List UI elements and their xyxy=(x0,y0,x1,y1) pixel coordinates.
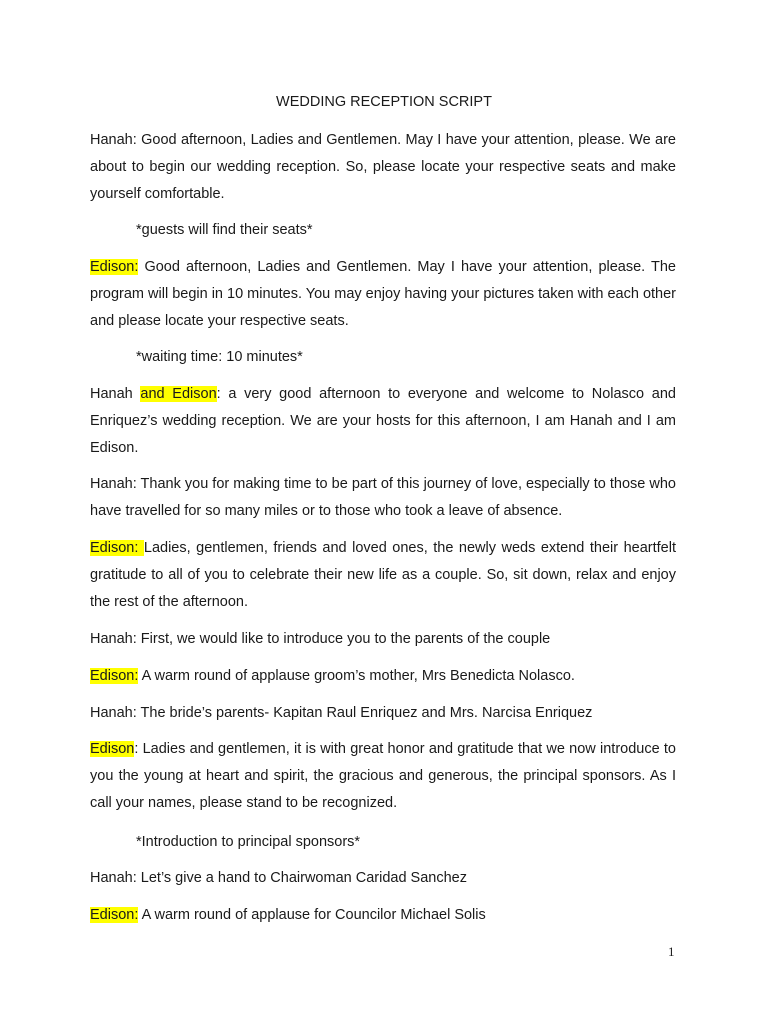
paragraph-hanah-welcome: Hanah: Good afternoon, Ladies and Gentlemen. May I have your attention, please. We are about to begin our wedding reception. So, please locate your respective seats and make yourself comfortable. xyxy=(90,132,676,202)
page-number: 1 xyxy=(668,944,675,959)
stage-direction-seats: *guests will find their seats* xyxy=(136,222,313,238)
speaker-highlight: and Edison xyxy=(140,386,217,402)
paragraph-edison-councilor xyxy=(90,902,676,929)
speaker-highlight: Edison xyxy=(90,741,135,757)
paragraph-hosts-intro xyxy=(90,381,676,461)
paragraph-hanah-parents: Hanah: First, we would like to introduce you to the parents of the couple xyxy=(90,631,551,647)
stage-direction-waiting: *waiting time: 10 minutes* xyxy=(136,349,303,365)
paragraph-edison-gratitude xyxy=(90,535,676,615)
speaker-highlight: Edison: xyxy=(90,907,139,923)
paragraph-edison-sponsors xyxy=(90,736,676,816)
paragraph-text: Ladies, gentlemen, friends and loved ones, the newly weds extend their heartfelt gratitude to all of you to celebrate their new life as a couple. So, sit down, relax and enjoy the rest of the afternoon. xyxy=(90,540,676,610)
paragraph-text: : Ladies and gentlemen, it is with great honor and gratitude that we now introduce to you the young at heart and spirit, the gracious and generous, the principal sponsors. As I call your names, please stand to be recognized. xyxy=(90,741,676,811)
stage-direction-sponsors: *Introduction to principal sponsors* xyxy=(136,834,361,850)
speaker-highlight: Edison: xyxy=(90,668,139,684)
paragraph-hanah-chairwoman: Hanah: Let’s give a hand to Chairwoman Caridad Sanchez xyxy=(90,870,467,886)
speaker-highlight: Edison: xyxy=(90,259,139,275)
paragraph-text: : a very good afternoon to everyone and welcome to Nolasco and Enriquez’s wedding reception. We are your hosts for this afternoon, I am Hanah and I am Edison. xyxy=(90,386,676,456)
speaker-highlight: Edison: xyxy=(90,540,144,556)
paragraph-hanah-bride-parents: Hanah: The bride’s parents- Kapitan Raul Enriquez and Mrs. Narcisa Enriquez xyxy=(90,705,593,721)
paragraph-edison-groom-mother xyxy=(90,663,676,690)
paragraph-hanah-thanks: Hanah: Thank you for making time to be part of this journey of love, especially to those who have travelled for so many miles or to those who took a leave of absence. xyxy=(90,476,676,519)
paragraph-text: Good afternoon, Ladies and Gentlemen. May I have your attention, please. The program will begin in 10 minutes. You may enjoy having your pictures taken with each other and please locate your respective seats. xyxy=(90,259,676,329)
speaker-name: Hanah xyxy=(90,386,141,402)
paragraph-text: A warm round of applause for Councilor Michael Solis xyxy=(138,907,486,923)
document-title: WEDDING RECEPTION SCRIPT xyxy=(276,94,492,110)
paragraph-edison-welcome xyxy=(90,254,676,334)
paragraph-text: A warm round of applause groom’s mother, Mrs Benedicta Nolasco. xyxy=(138,668,575,684)
